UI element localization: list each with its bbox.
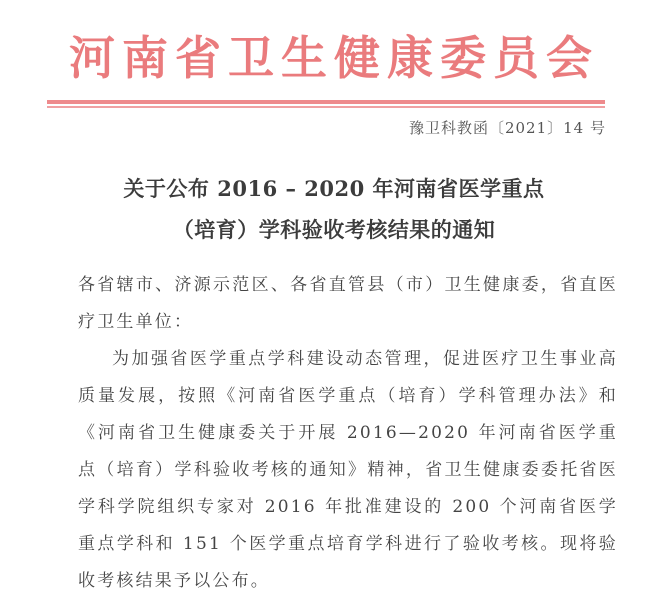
document-number: 豫卫科教函〔2021〕14 号 <box>408 119 606 137</box>
salutation: 各省辖市、济源示范区、各省直管县（市）卫生健康委，省直医疗卫生单位： <box>78 275 618 332</box>
notice-title-line-1: 关于公布 2016 – 2020 年河南省医学重点 <box>123 176 545 201</box>
document-body <box>78 267 618 600</box>
letterhead-thick-rule <box>47 100 605 104</box>
paragraph-1: 为加强省医学重点学科建设动态管理，促进医疗卫生事业高质量发展，按照《河南省医学重点（培育）学科管理办法》和《河南省卫生健康委关于开展 2016—2020 年河南省医学重点（培育）学科验收考核的通知》精神，省卫生健康委委托省医学科学院组织专家对 2016 年批准建设的 200 个河南省医学重点学科和 151 个医学重点培育学科进行了验收考核。现将验收考核结果予以公布。 <box>78 349 618 591</box>
notice-title-line-2: （培育）学科验收考核结果的通知 <box>172 217 496 242</box>
letterhead-org-name: 河南省卫生健康委员会 <box>69 31 599 85</box>
letterhead-thin-rule <box>47 106 605 108</box>
